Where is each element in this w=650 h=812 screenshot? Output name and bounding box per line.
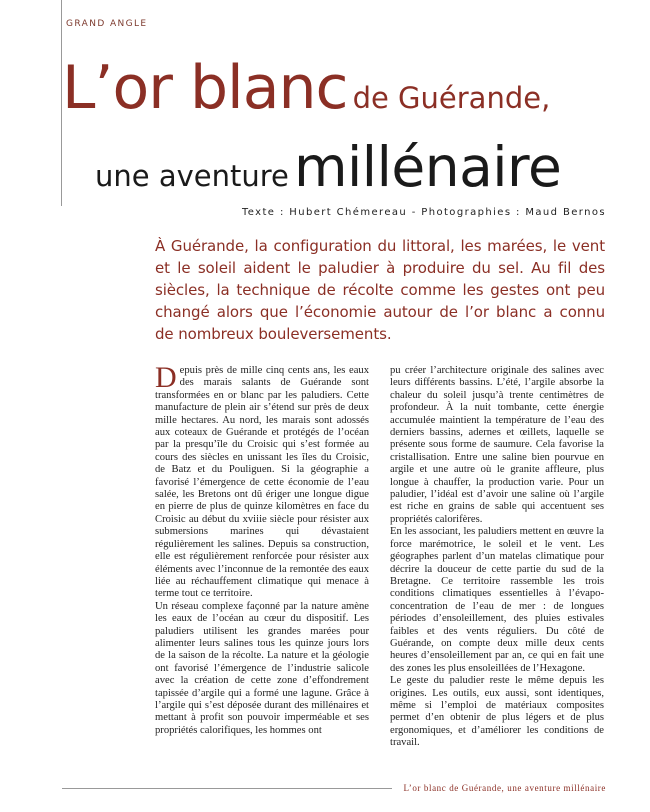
paragraph — [155, 361, 369, 601]
paragraph-text: epuis près de mille cinq cents ans, les eaux des marais salants de Guérande sont transformées en or blanc par les paludiers. Cette manufacture de plein air s’étend sur près de deux mille hectares. Au nord, les marais sont adossés aux coteaux de Guérande et protégés de l’océan par la presqu’île du Croisic qui s’est formée au cours des siècles en unissant les îles du Croisic, de Batz et du Pouliguen. Si la géographie a favorisé l’émergence de cette économie de l’eau salée, les Bretons ont dû ériger une longue digue en pierre de plus de quinze kilomètres en face du Croisic au début du xviiie siècle pour résister aux submersions marines qui dévastaient régulièrement les salines. Depuis sa construction, elle est régulièrement renforcée pour résister aux éléments avec l’inconnue de la remontée des eaux liée au réchauffement climatique qui menace à terme tout ce territoire. — [155, 365, 369, 600]
article-credits: Texte : Hubert Chémereau - Photographies : Maud Bernos — [241, 207, 606, 218]
text-column-2 — [390, 365, 604, 750]
section-rubric: GRAND ANGLE — [66, 19, 148, 29]
headline-secondary: de Guérande, — [352, 81, 551, 115]
article-lead: À Guérande, la configuration du littoral, les marées, le vent et le soleil aident le paludier à produire du sel. Au fil des siècles, la technique de récolte comme les gestes ont peu changé alors que l’économie autour de l’or blanc a connu de nombreux bouleversements. — [155, 237, 605, 343]
paragraph: Un réseau complexe façonné par la nature amène les eaux de l’océan au cœur du dispositif. Les paludiers utilisent les grandes marées pour alimenter leurs salines tous les quinze jours lors de la saison de la récolte. La nature et la géologie ont favorisé l’émergence de l’industrie salicole avec la création de cette zone d’effondrement tapissée d’argile qui a formé une lagune. Grâce à l’argile qui s’est déposée durant des millénaires et mettant à profit son pouvoir imperméable et ses propriétés calorifiques, les hommes ont — [155, 600, 369, 736]
headline-line-2 — [95, 135, 562, 199]
running-footer: L’or blanc de Guérande, une aventure millénaire — [403, 783, 606, 793]
headline-line-1 — [62, 53, 551, 123]
paragraph: En les associant, les paludiers mettent en œuvre la force marémotrice, le soleil et le vent. Les géographes parlent d’un matelas climatique pour décrire la douceur de cette partie du sud de la Bretagne. Ce territoire rassemble les trois conditions climatiques essentielles à l’évapo-concentration de l’eau de mer : de longues périodes d’ensoleillement, des pluies estivales faibles et des vents réguliers. Du côté de Guérande, on compte deux mille deux cents heures d’ensoleillement par an, ce qui en fait une des zones les plus ensoleillées de l’Hexagone. — [390, 526, 604, 674]
paragraph: pu créer l’architecture originale des salines avec leurs différents bassins. L’été, l’argile absorbe la chaleur du soleil jusqu’à trente centimètres de profondeur. À la nuit tombante, cette énergie accumulée maintient la température de l’eau des derniers bassins, adernes et œillets, laquelle se présente sous forme de saumure. Cela favorise la cristallisation. Entre une saline bien pourvue en argile et une autre où le granite affleure, plus longue à chauffer, la production varie. Pour un paludier, l’idéal est d’avoir une saline où l’argile est riche en grains de sable qui accentuent ses propriétés calorifères. — [390, 365, 604, 525]
paragraph: Le geste du paludier reste le même depuis les origines. Les outils, eux aussi, sont identiques, même si l’emploi de matériaux composites permet d’en obtenir de plus légers et de plus ergonomiques, et d’améliorer les conditions de travail. — [390, 675, 604, 749]
headline-secondary-2: une aventure — [95, 159, 289, 193]
text-column-1 — [155, 361, 369, 737]
headline-main-2: millénaire — [293, 135, 562, 199]
drop-cap: D — [155, 361, 177, 394]
footer-rule — [62, 788, 392, 789]
headline-main: L’or blanc — [62, 53, 348, 123]
